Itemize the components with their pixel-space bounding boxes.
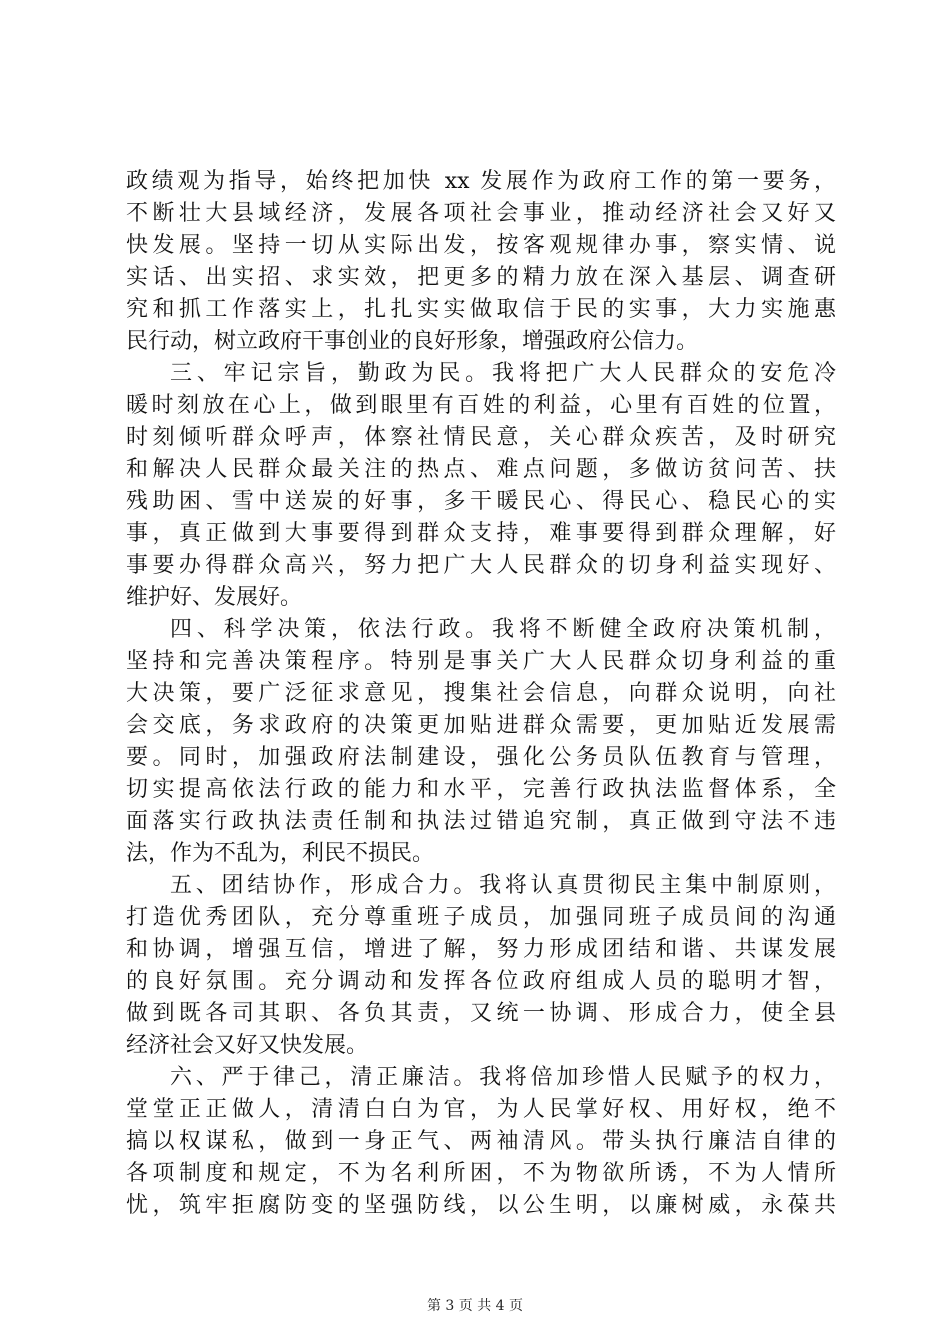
text-line: 五、团结协作，形成合力。我将认真贯彻民主集中制原则， (170, 873, 836, 898)
text-line: 事，真正做到大事要得到群众支持，难事要得到群众理解，好 (126, 521, 836, 546)
text-line: 残助困、雪中送炭的好事，多干暖民心、得民心、稳民心的实 (126, 489, 836, 514)
text-line: 暖时刻放在心上，做到眼里有百姓的利益，心里有百姓的位置， (126, 393, 836, 418)
text-line: 搞以权谋私，做到一身正气、两袖清风。带头执行廉洁自律的 (126, 1129, 836, 1154)
text-line: 打造优秀团队，充分尊重班子成员，加强同班子成员间的沟通 (126, 905, 836, 930)
text-line: 做到既各司其职、各负其责，又统一协调、形成合力，使全县 (126, 1001, 836, 1026)
document-body (126, 166, 836, 1222)
text-line: 政绩观为指导，始终把加快 xx 发展作为政府工作的第一要务， (126, 169, 836, 194)
text-line: 经济社会又好又快发展。 (126, 1033, 369, 1058)
text-line: 的良好氛围。充分调动和发挥各位政府组成人员的聪明才智， (126, 969, 836, 994)
text-line: 不断壮大县域经济，发展各项社会事业，推动经济社会又好又 (126, 201, 836, 226)
text-line: 大决策，要广泛征求意见，搜集社会信息，向群众说明，向社 (126, 681, 836, 706)
page-footer: 第 3 页 共 4 页 (426, 1298, 524, 1314)
text-line: 堂堂正正做人，清清白白为官，为人民掌好权、用好权，绝不 (126, 1097, 836, 1122)
text-line: 切实提高依法行政的能力和水平，完善行政执法监督体系，全 (126, 777, 836, 802)
text-line: 各项制度和规定，不为名利所困，不为物欲所诱，不为人情所 (126, 1161, 836, 1186)
text-line: 三、牢记宗旨，勤政为民。我将把广大人民群众的安危冷 (170, 361, 836, 386)
text-line: 坚持和完善决策程序。特别是事关广大人民群众切身利益的重 (126, 649, 836, 674)
text-line: 四、科学决策，依法行政。我将不断健全政府决策机制， (170, 617, 836, 642)
text-line: 民行动，树立政府干事创业的良好形象，增强政府公信力。 (126, 329, 699, 354)
text-line: 实话、出实招、求实效，把更多的精力放在深入基层、调查研 (126, 265, 836, 290)
text-line: 面落实行政执法责任制和执法过错追究制，真正做到守法不违 (126, 809, 836, 834)
text-line: 和协调，增强互信，增进了解，努力形成团结和谐、共谋发展 (126, 937, 836, 962)
text-line: 事要办得群众高兴，努力把广大人民群众的切身利益实现好、 (126, 553, 836, 578)
text-line: 维护好、发展好。 (126, 585, 303, 610)
text-line: 和解决人民群众最关注的热点、难点问题，多做访贫问苦、扶 (126, 457, 836, 482)
text-line: 六、严于律己，清正廉洁。我将倍加珍惜人民赋予的权力， (170, 1065, 836, 1090)
text-line: 快发展。坚持一切从实际出发，按客观规律办事，察实情、说 (126, 233, 836, 258)
text-line: 忧，筑牢拒腐防变的坚强防线，以公生明，以廉树威，永葆共 (126, 1193, 836, 1218)
text-line: 会交底，务求政府的决策更加贴进群众需要，更加贴近发展需 (126, 713, 836, 738)
text-line: 法，作为不乱为，利民不损民。 (126, 841, 435, 866)
text-line: 究和抓工作落实上，扎扎实实做取信于民的实事，大力实施惠 (126, 297, 836, 322)
text-line: 要。同时，加强政府法制建设，强化公务员队伍教育与管理， (126, 745, 836, 770)
text-line: 时刻倾听群众呼声，体察社情民意，关心群众疾苦，及时研究 (126, 425, 836, 450)
